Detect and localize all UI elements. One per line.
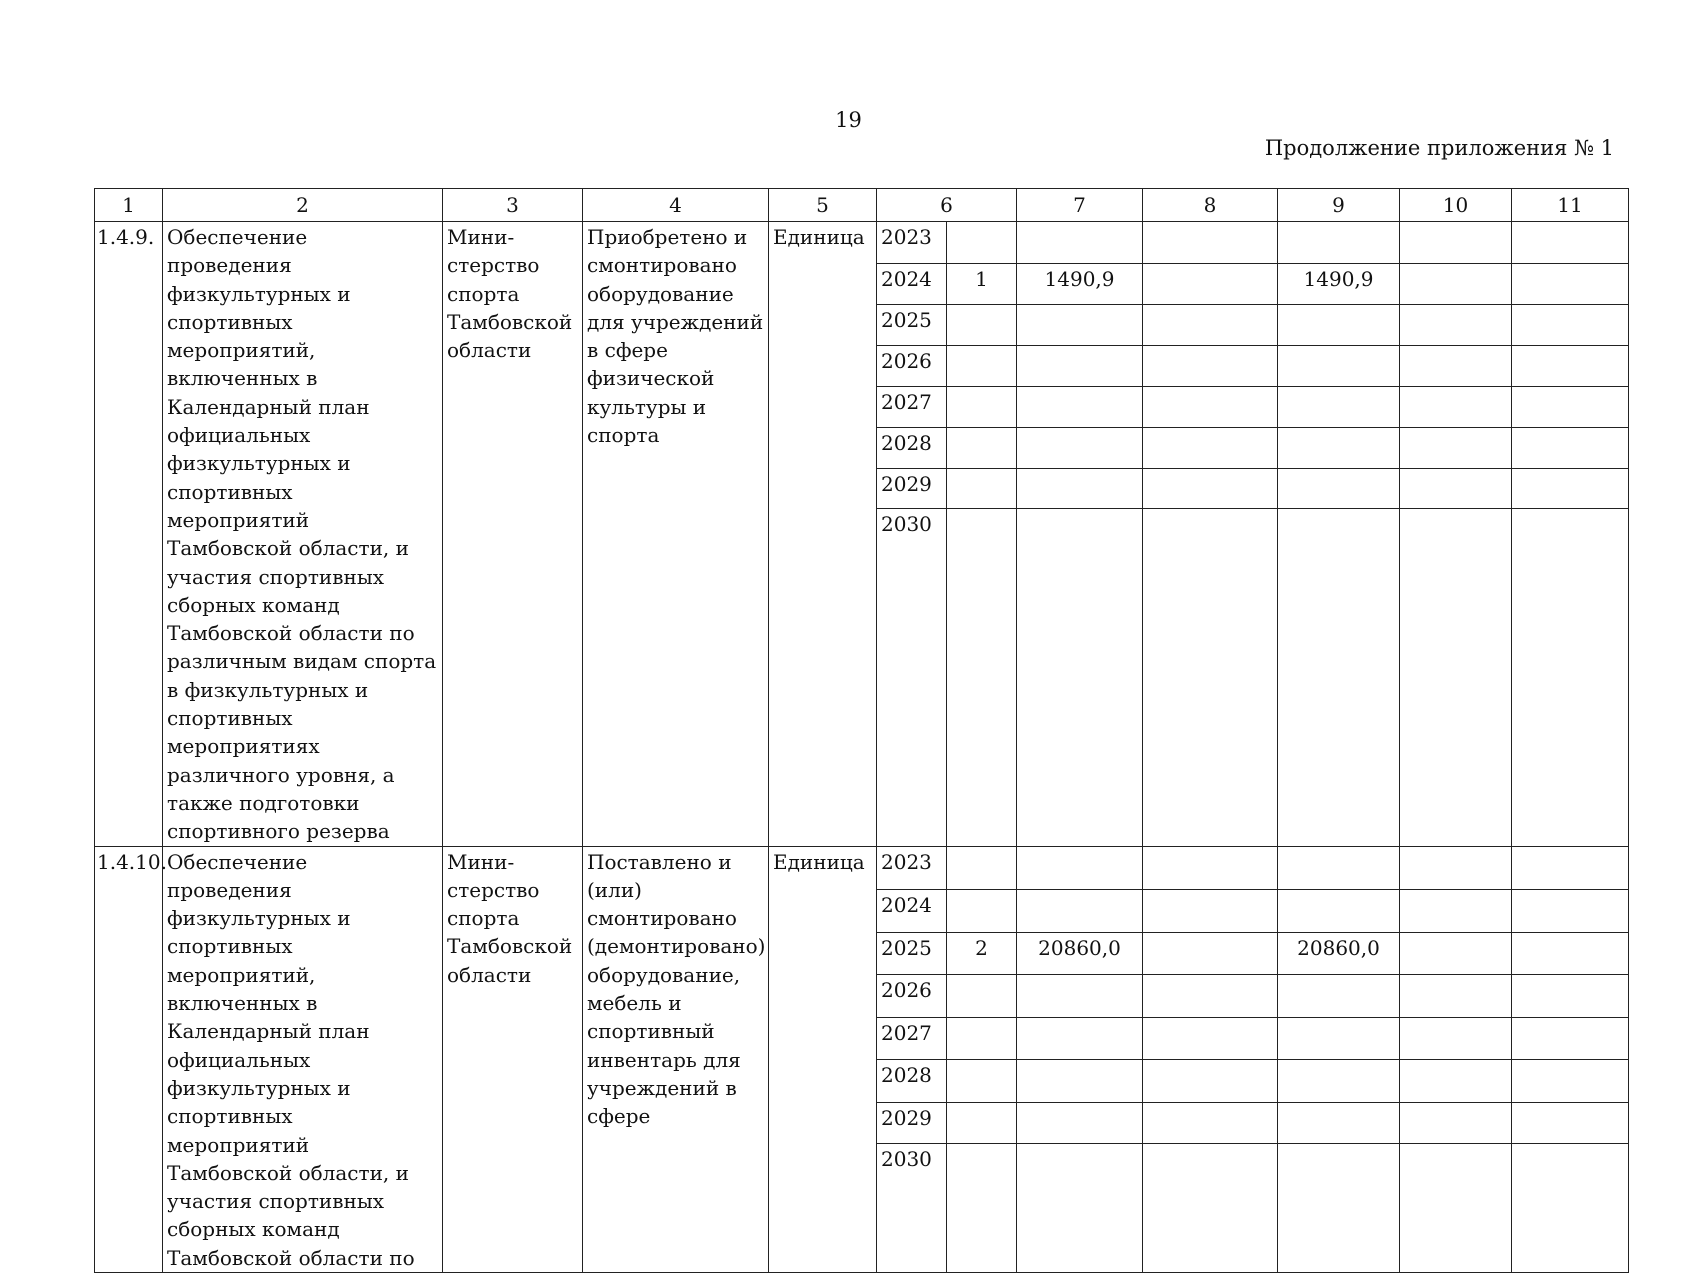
year-cell: 2023 xyxy=(877,846,947,890)
column-number: 8 xyxy=(1143,189,1278,222)
column-number: 7 xyxy=(1017,189,1143,222)
row-executor: Мини-стерство спорта Тамбовской области xyxy=(443,846,583,1272)
federal-cell xyxy=(1143,387,1278,428)
total-cell xyxy=(1017,469,1143,509)
quantity-cell xyxy=(947,346,1017,387)
regional-cell xyxy=(1278,975,1400,1018)
appendix-table xyxy=(94,188,1629,1273)
other-cell xyxy=(1512,1144,1629,1273)
row-result: Приобретено и смонтировано оборудование для учреждений в сфере физической культуры и спорта xyxy=(583,222,769,847)
total-cell xyxy=(1017,1144,1143,1273)
row-name: Обеспечение проведения физкультурных и спортивных мероприятий, включенных в Календарный план официальных физкультурных и спортивных мероприятий Тамбовской области, и участия спортивных сборных команд Тамбовской области по xyxy=(163,846,443,1272)
other-cell xyxy=(1512,222,1629,264)
local-cell xyxy=(1400,222,1512,264)
row-unit: Единица xyxy=(769,846,877,1272)
local-cell xyxy=(1400,1017,1512,1060)
total-cell: 1490,9 xyxy=(1017,264,1143,305)
row-code: 1.4.10. xyxy=(95,846,163,1272)
regional-cell xyxy=(1278,222,1400,264)
regional-cell xyxy=(1278,1144,1400,1273)
table-row xyxy=(95,846,1629,890)
federal-cell xyxy=(1143,264,1278,305)
page-number: 19 xyxy=(835,108,862,132)
year-cell: 2028 xyxy=(877,1060,947,1103)
year-cell: 2026 xyxy=(877,346,947,387)
federal-cell xyxy=(1143,1060,1278,1103)
column-number: 3 xyxy=(443,189,583,222)
other-cell xyxy=(1512,469,1629,509)
federal-cell xyxy=(1143,222,1278,264)
column-number: 11 xyxy=(1512,189,1629,222)
quantity-cell xyxy=(947,428,1017,469)
column-number: 10 xyxy=(1400,189,1512,222)
quantity-cell: 1 xyxy=(947,264,1017,305)
total-cell xyxy=(1017,509,1143,847)
total-cell xyxy=(1017,890,1143,933)
local-cell xyxy=(1400,469,1512,509)
total-cell xyxy=(1017,428,1143,469)
year-cell: 2025 xyxy=(877,305,947,346)
row-code: 1.4.9. xyxy=(95,222,163,847)
other-cell xyxy=(1512,846,1629,890)
year-cell: 2030 xyxy=(877,1144,947,1273)
total-cell xyxy=(1017,305,1143,346)
federal-cell xyxy=(1143,469,1278,509)
total-cell xyxy=(1017,1060,1143,1103)
regional-cell xyxy=(1278,846,1400,890)
column-number: 4 xyxy=(583,189,769,222)
total-cell xyxy=(1017,387,1143,428)
other-cell xyxy=(1512,1017,1629,1060)
column-number: 9 xyxy=(1278,189,1400,222)
regional-cell xyxy=(1278,1060,1400,1103)
quantity-cell xyxy=(947,222,1017,264)
regional-cell xyxy=(1278,1102,1400,1143)
other-cell xyxy=(1512,346,1629,387)
total-cell xyxy=(1017,222,1143,264)
other-cell xyxy=(1512,305,1629,346)
year-cell: 2023 xyxy=(877,222,947,264)
quantity-cell xyxy=(947,975,1017,1018)
year-cell: 2029 xyxy=(877,1102,947,1143)
total-cell: 20860,0 xyxy=(1017,932,1143,975)
federal-cell xyxy=(1143,846,1278,890)
regional-cell xyxy=(1278,890,1400,933)
regional-cell: 20860,0 xyxy=(1278,932,1400,975)
federal-cell xyxy=(1143,305,1278,346)
local-cell xyxy=(1400,1060,1512,1103)
federal-cell xyxy=(1143,932,1278,975)
local-cell xyxy=(1400,264,1512,305)
quantity-cell xyxy=(947,1144,1017,1273)
quantity-cell xyxy=(947,1102,1017,1143)
local-cell xyxy=(1400,428,1512,469)
federal-cell xyxy=(1143,428,1278,469)
quantity-cell xyxy=(947,305,1017,346)
total-cell xyxy=(1017,1017,1143,1060)
column-numbers-row xyxy=(95,189,1629,222)
regional-cell xyxy=(1278,1017,1400,1060)
column-number: 6 xyxy=(877,189,1017,222)
other-cell xyxy=(1512,932,1629,975)
local-cell xyxy=(1400,509,1512,847)
local-cell xyxy=(1400,932,1512,975)
row-executor: Мини-стерство спорта Тамбовской области xyxy=(443,222,583,847)
local-cell xyxy=(1400,890,1512,933)
federal-cell xyxy=(1143,1102,1278,1143)
federal-cell xyxy=(1143,890,1278,933)
total-cell xyxy=(1017,346,1143,387)
regional-cell xyxy=(1278,509,1400,847)
row-unit: Единица xyxy=(769,222,877,847)
other-cell xyxy=(1512,1102,1629,1143)
local-cell xyxy=(1400,846,1512,890)
year-cell: 2028 xyxy=(877,428,947,469)
other-cell xyxy=(1512,428,1629,469)
regional-cell xyxy=(1278,387,1400,428)
local-cell xyxy=(1400,1102,1512,1143)
regional-cell xyxy=(1278,305,1400,346)
quantity-cell xyxy=(947,890,1017,933)
regional-cell xyxy=(1278,346,1400,387)
quantity-cell xyxy=(947,469,1017,509)
total-cell xyxy=(1017,975,1143,1018)
year-cell: 2027 xyxy=(877,1017,947,1060)
federal-cell xyxy=(1143,1144,1278,1273)
federal-cell xyxy=(1143,346,1278,387)
quantity-cell xyxy=(947,846,1017,890)
local-cell xyxy=(1400,346,1512,387)
column-number: 2 xyxy=(163,189,443,222)
local-cell xyxy=(1400,1144,1512,1273)
total-cell xyxy=(1017,1102,1143,1143)
year-cell: 2027 xyxy=(877,387,947,428)
regional-cell xyxy=(1278,469,1400,509)
year-cell: 2029 xyxy=(877,469,947,509)
column-number: 5 xyxy=(769,189,877,222)
column-number: 1 xyxy=(95,189,163,222)
other-cell xyxy=(1512,264,1629,305)
quantity-cell xyxy=(947,1060,1017,1103)
local-cell xyxy=(1400,975,1512,1018)
year-cell: 2024 xyxy=(877,890,947,933)
total-cell xyxy=(1017,846,1143,890)
local-cell xyxy=(1400,387,1512,428)
quantity-cell xyxy=(947,1017,1017,1060)
year-cell: 2024 xyxy=(877,264,947,305)
federal-cell xyxy=(1143,509,1278,847)
quantity-cell xyxy=(947,509,1017,847)
local-cell xyxy=(1400,305,1512,346)
regional-cell xyxy=(1278,428,1400,469)
quantity-cell xyxy=(947,387,1017,428)
year-cell: 2030 xyxy=(877,509,947,847)
regional-cell: 1490,9 xyxy=(1278,264,1400,305)
quantity-cell: 2 xyxy=(947,932,1017,975)
other-cell xyxy=(1512,975,1629,1018)
federal-cell xyxy=(1143,975,1278,1018)
row-name: Обеспечение проведения физкультурных и спортивных мероприятий, включенных в Календарный план официальных физкультурных и спортивных мероприятий Тамбовской области, и участия спортивных сборных команд Тамбовской области по различным видам спорта в физкультурных и спортивных мероприятиях различного уровня, а также подготовки спортивного резерва xyxy=(163,222,443,847)
other-cell xyxy=(1512,890,1629,933)
row-result: Поставлено и (или) смонтировано (демонтировано) оборудование, мебель и спортивный инвентарь для учреждений в сфере xyxy=(583,846,769,1272)
other-cell xyxy=(1512,509,1629,847)
other-cell xyxy=(1512,1060,1629,1103)
year-cell: 2026 xyxy=(877,975,947,1018)
federal-cell xyxy=(1143,1017,1278,1060)
table-row xyxy=(95,222,1629,264)
year-cell: 2025 xyxy=(877,932,947,975)
continuation-label: Продолжение приложения № 1 xyxy=(1264,136,1614,160)
other-cell xyxy=(1512,387,1629,428)
